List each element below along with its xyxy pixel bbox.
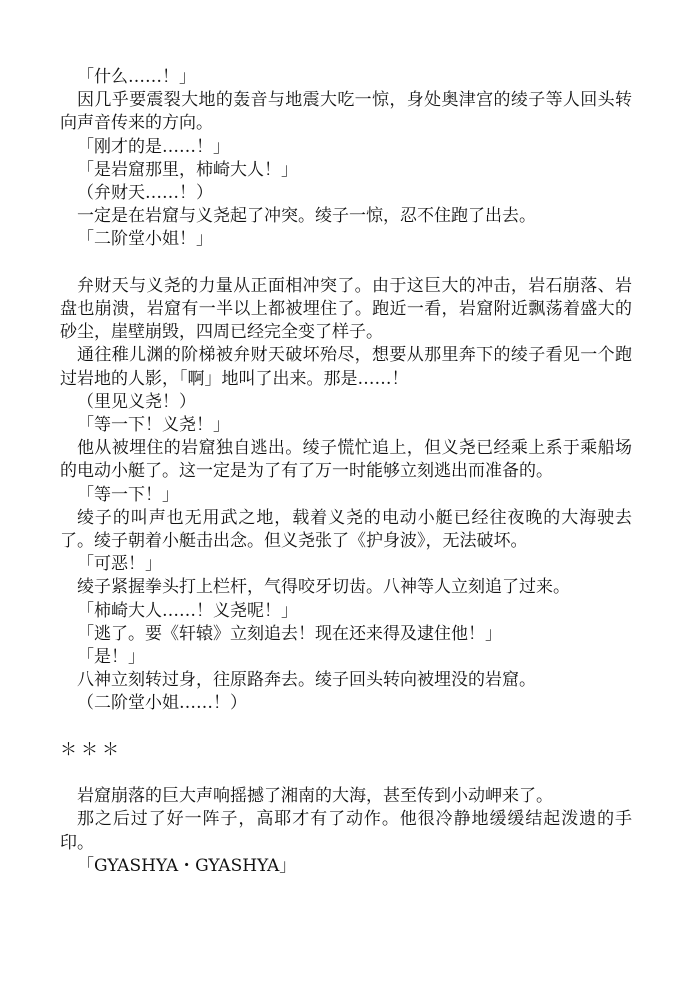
blank-line [60, 716, 632, 739]
paragraph: 「是！」 [77, 647, 145, 668]
paragraph: 八神立刻转过身，往原路奔去。绫子回头转向被埋没的岩窟。 [77, 670, 536, 691]
paragraph: 「刚才的是……！」 [77, 136, 230, 157]
paragraph: 「可恶！」 [77, 554, 162, 575]
paragraph: 因几乎要震裂大地的轰音与地震大吃一惊，身处奥津宫的绫子等人回头转向声音传来的方向。 [60, 90, 632, 134]
paragraph: 「什么……！」 [77, 67, 196, 87]
paragraph: （二阶堂小姐……！） [77, 693, 247, 714]
paragraph: 绫子的叫声也无用武之地，载着义尧的电动小艇已经往夜晚的大海驶去了。绫子朝着小艇击出念。但义尧张了《护身波》，无法破坏。 [60, 507, 632, 552]
paragraph: 「二阶堂小姐！」 [77, 229, 213, 250]
paragraph: 绫子紧握拳头打上栏杆，气得咬牙切齿。八神等人立刻追了过来。 [77, 577, 570, 598]
paragraph: 「柿崎大人……！义尧呢！」 [77, 600, 298, 621]
paragraph: 「等一下！」 [77, 484, 179, 505]
paragraph: 那之后过了好一阵子，高耶才有了动作。他很冷静地缓缓结起泼遗的手印。 [60, 809, 632, 853]
paragraph: 「GYASHYA・GYASHYA」 [77, 855, 297, 876]
blank-line [60, 252, 632, 275]
blank-line [60, 762, 632, 785]
paragraph: 他从被埋住的岩窟独自逃出。绫子慌忙追上，但义尧已经乘上系于乘船场的电动小艇了。这一定是为了有了万一时能够立刻逃出而准备的。 [60, 438, 632, 482]
paragraph: 岩窟崩落的巨大声响摇撼了湘南的大海，甚至传到小动岬来了。 [77, 786, 553, 807]
paragraph: （弁财天……！） [77, 183, 213, 204]
paragraph: 通往稚儿渊的阶梯被弁财天破坏殆尽，想要从那里奔下的绫子看见一个跑过岩地的人影，「啊」地叫了出来。那是……！ [60, 345, 632, 389]
paragraph: 「是岩窟那里，柿崎大人！」 [77, 159, 298, 180]
section-separator: ＊＊＊ [60, 739, 123, 760]
paragraph: （里见义尧！） [77, 391, 196, 412]
document-body [60, 66, 632, 878]
paragraph: 「等一下！义尧！」 [77, 415, 230, 436]
paragraph: 弁财天与义尧的力量从正面相冲突了。由于这巨大的冲击，岩石崩落、岩盘也崩溃，岩窟有一半以上都被埋住了。跑近一看，岩窟附近飘荡着盛大的砂尘，崖壁崩毁，四周已经完全变了样子。 [60, 275, 632, 343]
paragraph: 一定是在岩窟与义尧起了冲突。绫子一惊，忍不住跑了出去。 [77, 206, 536, 227]
paragraph: 「逃了。要《轩辕》立刻追去！现在还来得及逮住他！」 [77, 623, 502, 644]
